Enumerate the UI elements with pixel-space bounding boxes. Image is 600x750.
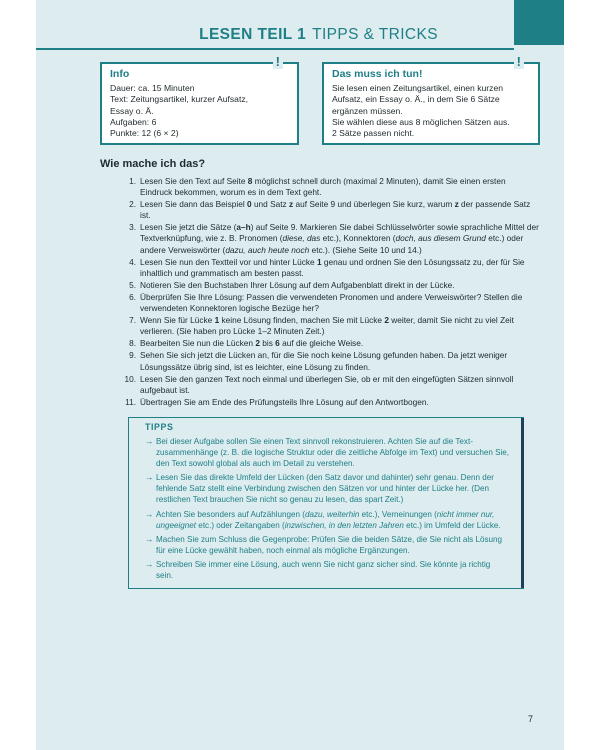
step-number: 3.: [129, 222, 136, 233]
step-number: 10.: [124, 373, 136, 384]
info-box-title: Info: [110, 68, 130, 80]
bold-text: z: [454, 199, 459, 210]
tipp-item: [145, 559, 509, 581]
bold-text: 2: [384, 315, 389, 326]
text-run: auf Seite 9 und überlegen Sie kurz, warum: [293, 199, 455, 210]
italic-text: doch, aus diesem Grund: [395, 233, 486, 244]
info-line: Dauer: ca. 15 Minuten: [110, 83, 195, 93]
tipps-list: [145, 436, 509, 584]
text-run: Schreiben Sie immer eine Lösung, auch wenn Sie nicht ganz sicher sind. Sie könnte ja richtig sein.: [156, 559, 491, 581]
step-number: 7.: [129, 315, 136, 326]
text-run: Machen Sie zum Schluss die Gegenprobe: Prüfen Sie die beiden Sätze, die Sie nicht als Lösung für eine Lücke gewählt haben, noch einmal als mögliche Ergänzungen.: [156, 534, 502, 555]
task-box: [322, 54, 540, 145]
arrow-right-icon: →: [145, 558, 154, 569]
text-run: der passende Satz ist.: [140, 199, 531, 221]
text-run: Lesen Sie nun den Textteil vor und hinter Lücke: [140, 256, 317, 267]
step-number: 1.: [129, 176, 136, 186]
text-run: auf die gleiche Weise.: [279, 338, 364, 349]
step-number: 4.: [129, 256, 136, 267]
task-line: Sie lesen einen Zeitungsartikel, einen kurzen: [332, 83, 504, 93]
text-run: etc.), Verneinungen (: [359, 509, 437, 519]
text-run: Lesen Sie den ganzen Text noch einmal und überlegen Sie, ob er mit den eingefügten Sätzen sinnvoll aufgebaut ist.: [140, 373, 514, 395]
text-run: möglichst schnell durch (maximal 2 Minuten), damit Sie einen ersten Eindruck bekommen, worum es in dem Text geht.: [140, 176, 506, 198]
step-number: 5.: [129, 279, 136, 290]
bold-text: 1: [316, 256, 322, 267]
text-run: und Satz: [251, 199, 290, 210]
how-heading: Wie mache ich das?: [100, 158, 206, 170]
page-number: 7: [528, 714, 534, 724]
tipp-item: [145, 534, 509, 556]
task-line: Aufsatz, ein Essay o. Ä., in dem Sie 6 Sätze: [332, 94, 500, 105]
tipps-heading: TIPPS: [145, 422, 174, 432]
bold-text: 0: [247, 199, 252, 210]
step-number: 9.: [129, 350, 136, 361]
tipp-item: [145, 509, 509, 531]
step-number: 8.: [129, 338, 136, 349]
step-item: [100, 176, 540, 198]
bold-text: z: [289, 199, 294, 210]
italic-text: dazu, weiterhin: [304, 509, 360, 519]
step-item: [100, 199, 540, 221]
page: [36, 0, 564, 750]
page-title: [36, 26, 438, 44]
tipp-item: [145, 436, 509, 469]
text-run: Notieren Sie den Buchstaben Ihrer Lösung auf dem Aufgabenblatt direkt in der Lücke.: [140, 279, 455, 290]
text-run: genau und ordnen Sie den Lösungssatz zu, der für Sie inhaltlich und grammatisch am besten passt.: [140, 256, 525, 278]
arrow-right-icon: →: [145, 533, 154, 544]
corner-tab: [514, 0, 564, 45]
text-run: Bearbeiten Sie nun die Lücken: [140, 338, 256, 349]
bold-text: 2: [255, 338, 260, 349]
text-run: Überprüfen Sie Ihre Lösung: Passen die verwendeten Pronomen und andere Verweiswörter? Stellen die verwendeten Konnektoren logische Bezüge her?: [140, 291, 523, 314]
text-run: Lesen Sie das direkte Umfeld der Lücken (den Satz davor und dahinter) sehr genau. Denn der fehlende Satz stellt eine Verbindung zwischen den Sätzen vor und hinter der Lücke her. (Den restlichen Text brauchen Sie nicht so genau zu lesen, das spart Zeit.): [156, 473, 494, 505]
step-item: [100, 397, 540, 408]
arrow-right-icon: →: [145, 472, 154, 483]
text-run: Übertragen Sie am Ende des Prüfungsteils Ihre Lösung auf den Antwortbogen.: [140, 396, 429, 407]
text-run: etc.) oder andere Verweiswörter (: [140, 233, 524, 255]
info-line: Punkte: 12 (6 × 2): [110, 128, 179, 139]
text-run: weiter, damit Sie nicht zu viel Zeit verlieren. (Sie haben pro Lücke 1–2 Minuten Zeit.): [140, 315, 514, 337]
text-run: etc.). (Siehe Seite 10 und 14.): [309, 244, 422, 255]
step-item: [100, 374, 540, 396]
arrow-right-icon: →: [145, 508, 154, 519]
italic-text: dazu, auch heute noch: [225, 244, 310, 255]
text-run: Lesen Sie jetzt die Sätze (: [140, 222, 237, 233]
exclamation-icon: !: [273, 55, 283, 69]
title-subtitle: TIPPS & TRICKS: [312, 26, 438, 43]
step-item: [100, 338, 540, 349]
arrow-right-icon: →: [145, 436, 154, 446]
text-run: etc.) oder Zeitangaben (: [196, 520, 285, 530]
bold-text: 1: [214, 315, 220, 326]
step-item: [100, 280, 540, 291]
step-item: [100, 292, 540, 314]
step-item: [100, 350, 540, 372]
bold-text: 6: [275, 338, 280, 349]
text-run: Sehen Sie sich jetzt die Lücken an, für die Sie noch keine Lösung gefunden haben. Da jetzt weniger Lösungssätze übrig sind, ist es leichter, eine Lösung zu finden.: [140, 350, 508, 372]
info-line: Essay o. Ä.: [110, 105, 154, 116]
task-line: ergänzen müssen.: [332, 105, 403, 116]
task-box-title: Das muss ich tun!: [332, 68, 423, 80]
bold-text: a–h: [236, 222, 251, 233]
title-rule: [36, 48, 514, 50]
step-item: [100, 315, 540, 337]
info-line: Aufgaben: 6: [110, 116, 157, 127]
tipps-side-bar: [521, 418, 524, 588]
task-line: Sie wählen diese aus 8 möglichen Sätzen aus.: [332, 116, 510, 127]
text-run: Achten Sie besonders auf Aufzählungen (: [156, 509, 305, 519]
text-run: Lesen Sie den Text auf Seite: [140, 176, 248, 186]
step-number: 2.: [129, 199, 136, 210]
task-line: 2 Sätze passen nicht.: [332, 128, 415, 139]
tipp-item: [145, 472, 509, 505]
steps-list: [100, 176, 540, 409]
text-run: etc.), Konnektoren (: [320, 233, 396, 244]
text-run: Lesen Sie dann das Beispiel: [140, 199, 248, 210]
info-line: Text: Zeitungsartikel, kurzer Aufsatz,: [110, 94, 249, 105]
step-item: [100, 222, 540, 255]
italic-text: inzwischen, in den letzten Jahren: [284, 520, 404, 530]
exclamation-icon: !: [514, 55, 524, 69]
title-section: LESEN TEIL 1: [199, 26, 307, 43]
text-run: bis: [259, 338, 276, 349]
italic-text: diese, das: [282, 233, 321, 244]
step-item: [100, 257, 540, 279]
text-run: Wenn Sie für Lücke: [140, 315, 215, 326]
text-run: Bei dieser Aufgabe sollen Sie einen Text sinnvoll rekonstruieren. Achten Sie auf die Textzusammenhänge (z. B. die logische Struktur oder die zeitliche Abfolge im Text) und versuchen Sie, den Text sowohl global als auch im Detail zu verstehen.: [156, 437, 510, 469]
info-box: [100, 54, 299, 145]
bold-text: 8: [247, 176, 253, 186]
text-run: ) auf Seite 9. Markieren Sie dabei Schlüsselwörter sowie sprachliche Mittel der Textverknüpfung, wie z. B. Pronomen (: [140, 222, 539, 244]
text-run: etc.) im Umfeld der Lücke.: [403, 520, 501, 530]
step-number: 11.: [125, 396, 136, 407]
tipps-box: [128, 417, 524, 589]
step-number: 6.: [129, 291, 136, 302]
italic-text: nicht immer nur, ungeeignet: [156, 509, 495, 530]
text-run: keine Lösung finden, machen Sie mit Lücke: [219, 315, 385, 326]
